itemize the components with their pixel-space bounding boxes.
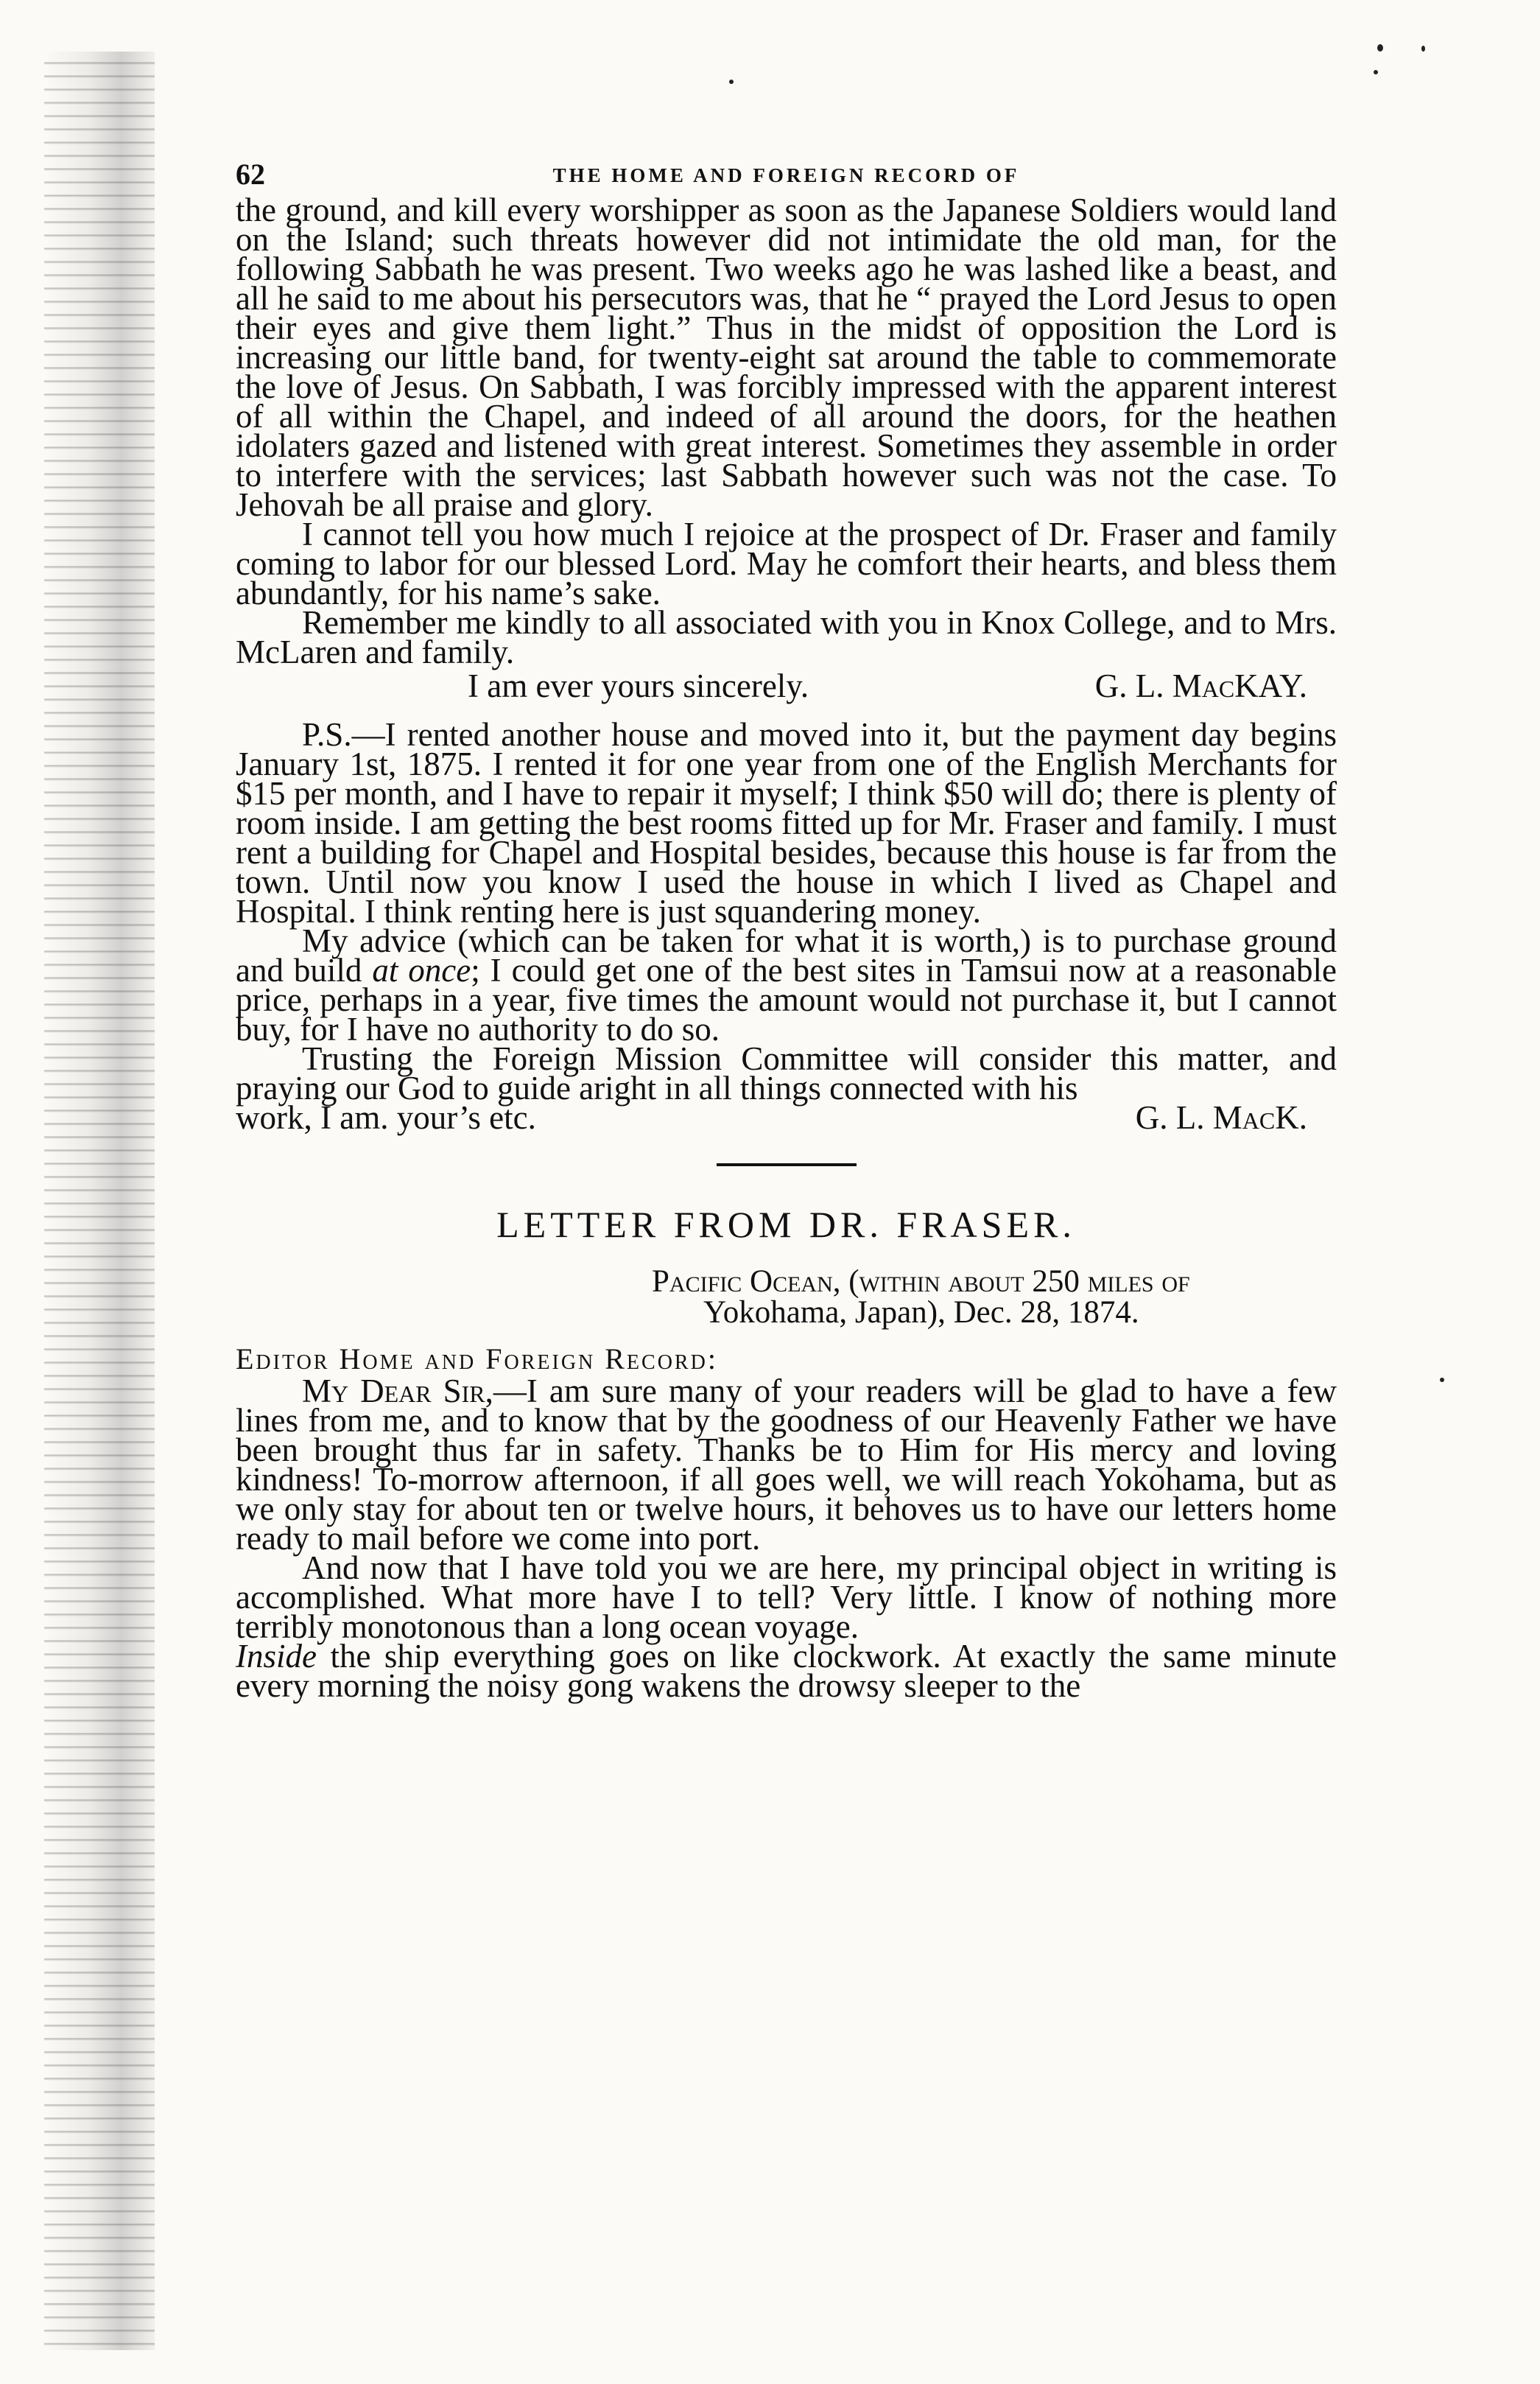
emphasis: Inside bbox=[236, 1638, 317, 1675]
article-body bbox=[236, 192, 1337, 1136]
section-divider bbox=[717, 1163, 857, 1166]
text: —I am sure many of your readers will be glad to have a few lines from me, and to know that by the goodness of our Heavenly Father we have been brought thus far in safety. Thanks be to Him for His mercy and loving kindness! To-morrow afternoon, if all goes well, we will reach Yokohama, but as we only stay for about ten or twelve hours, it behoves us to have our letters home ready to mail before we come into port. bbox=[236, 1372, 1337, 1557]
text: My advice (which can be taken for what it is worth,) is to purchase ground and build bbox=[236, 922, 1337, 989]
emphasis: at once bbox=[372, 952, 471, 989]
paragraph: Trusting the Foreign Mission Committee will consider this matter, and praying our God to guide aright in all things connected with his bbox=[236, 1040, 1337, 1107]
page-number: 62 bbox=[236, 158, 265, 191]
text: the ship everything goes on like clockwork. At exactly the same minute every morning the noisy gong wakens the drowsy sleeper to the bbox=[236, 1638, 1337, 1704]
letter-body bbox=[236, 1372, 1337, 1704]
book-gutter-shadow bbox=[44, 52, 155, 2350]
paragraph bbox=[236, 1372, 1337, 1557]
postscript: P.S.—I rented another house and moved into it, but the payment day begins January 1st, 1875. I rented it for one year from one of the English Merchants for $15 per month, and I have to repair it myself; I think $50 will do; there is plenty of room inside. I am getting the best rooms fitted up for Mr. Fraser and family. I must rent a building for Chapel and Hospital besides, because this house is far from the town. Until now you know I used the house in which I lived as Chapel and Hospital. I think renting here is just squandering money. bbox=[236, 716, 1337, 930]
salutation: My Dear Sir, bbox=[302, 1372, 493, 1409]
paragraph: Remember me kindly to all associated with you in Knox College, and to Mrs. McLaren and family. bbox=[236, 604, 1337, 670]
print-speck bbox=[729, 80, 734, 84]
closing-text: I am ever yours sincerely. bbox=[468, 667, 809, 704]
closing-line bbox=[236, 667, 1337, 704]
paragraph: And now that I have told you we are here, my principal object in writing is accomplished. What more have I to tell? Very little. I know of nothing more terribly monotonous than a long ocean voyage. bbox=[236, 1549, 1337, 1645]
postscript-closing bbox=[236, 1099, 1337, 1136]
running-header bbox=[236, 151, 1337, 195]
letter-title: LETTER FROM DR. FRASER. bbox=[496, 1204, 1076, 1245]
print-speck bbox=[1421, 46, 1425, 52]
paragraph bbox=[236, 922, 1337, 1048]
text: ; I could get one of the best sites in Tamsui now at a reasonable price, perhaps in a year, five times the amount would not purchase it, but I cannot buy, for I have no authority to do so. bbox=[236, 952, 1337, 1048]
print-speck bbox=[1440, 1378, 1444, 1382]
page-content bbox=[236, 151, 1337, 1704]
dateline-line: Yokohama, Japan), Dec. 28, 1874. bbox=[703, 1295, 1139, 1330]
running-title: THE HOME AND FOREIGN RECORD OF bbox=[552, 164, 1020, 186]
signature: G. L. MacK. bbox=[1135, 1099, 1307, 1136]
salutation-editor: Editor Home and Foreign Record: bbox=[236, 1342, 718, 1375]
signature: G. L. MacKAY. bbox=[1094, 667, 1307, 704]
continued-paragraph: the ground, and kill every worshipper as soon as the Japanese Soldiers would land on the Island; such threats however did not intimidate the old man, for the following Sabbath he was present. Two weeks ago he was lashed like a beast, and all he said to me about his persecutors was, that he “ prayed the Lord Jesus to open their eyes and give them light.” Thus in the midst of opposition the Lord is increasing our little band, for twenty-eight sat around the table to commemorate the love of Jesus. On Sabbath, I was forcibly impressed with the apparent interest of all within the Chapel, and indeed of all around the doors, for the heathen idolaters gazed and listened with great interest. Sometimes they assemble in order to interfere with the services; last Sabbath however such was not the case. To Jehovah be all praise and glory. bbox=[236, 192, 1337, 523]
closing-text: work, I am. your’s etc. bbox=[236, 1099, 536, 1136]
print-speck bbox=[1377, 44, 1383, 52]
dateline bbox=[652, 1266, 1337, 1328]
dateline-line: Pacific Ocean, (within about 250 miles of bbox=[652, 1264, 1190, 1299]
paragraph: I cannot tell you how much I rejoice at the prospect of Dr. Fraser and family coming to labor for our blessed Lord. May he comfort their hearts, and bless them abundantly, for his name’s sake. bbox=[236, 516, 1337, 611]
paragraph bbox=[236, 1638, 1337, 1704]
print-speck bbox=[1374, 70, 1378, 74]
